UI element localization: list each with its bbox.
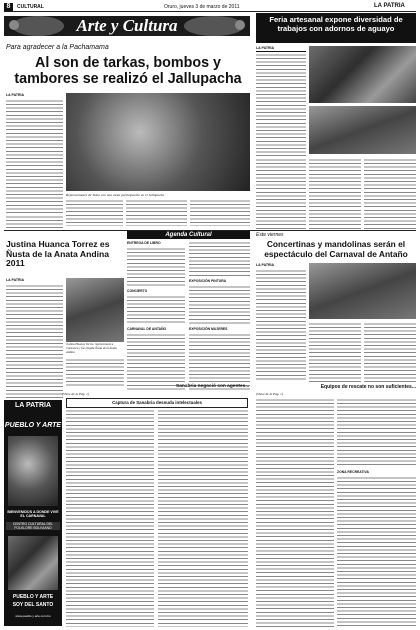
sanabria-caption: Captura de Sanabria desnuda intelectuales <box>112 400 202 405</box>
feria-body-col4 <box>364 158 416 229</box>
jallupacha-headline: Al son de tarkas, bombos y tambores se realizó el Jallupacha <box>14 55 242 87</box>
huanca-body-col1 <box>6 284 63 398</box>
ad-photo <box>8 436 58 506</box>
huanca-photo-caption: Justina Huanca Torrez, representante a Curawara y fue elegida Ñusta de la Anata Andina <box>66 342 117 354</box>
section-banner <box>4 13 250 39</box>
ad-footer-right: SOY DEL SANTO <box>12 602 54 608</box>
agenda-item-heading: CONCIERTO <box>127 289 148 293</box>
equipos-body-col1 <box>256 398 334 627</box>
agenda-item-heading: EXPOSICIÓN MUJERES <box>189 327 228 331</box>
agenda-item-heading: ENTREGA DE LIBRO <box>127 241 161 245</box>
huanca-photo <box>66 278 124 342</box>
feria-source: LA PATRIA <box>256 46 275 50</box>
feria-photo-2 <box>309 106 416 154</box>
ad-logo: PUEBLO Y ARTE <box>4 422 62 429</box>
agenda-col2-body-b <box>189 285 250 325</box>
issue-date: Oruro, jueves 3 de marzo de 2011 <box>164 4 240 10</box>
huanca-body-col2 <box>66 358 124 388</box>
jallupacha-photo-caption: Representantes de Toleo con una vasta participación en el Jallupacha <box>66 193 165 197</box>
huanca-source: LA PATRIA <box>6 278 25 282</box>
newspaper-brand: LA PATRIA <box>374 3 405 9</box>
feria-photo-1 <box>309 46 416 103</box>
agenda-item-heading: EXPOSICIÓN PINTURA <box>189 279 227 283</box>
agenda-list <box>127 241 250 391</box>
concertinas-photo <box>309 263 416 319</box>
concertinas-body-col3 <box>364 322 416 382</box>
ad-welcome: BIENVENIDOS A DONDE VIVE EL CARNAVAL <box>7 510 59 519</box>
ad-website[interactable]: www.pueblo y arte.com.bo <box>15 614 51 618</box>
jallupacha-body-col2 <box>66 199 123 226</box>
jallupacha-kicker: Para agradecer a la Pachamama <box>6 44 109 51</box>
equipos-note: (Viene de la Pág. 1) <box>256 392 283 396</box>
agenda-col2-body-c <box>189 333 250 390</box>
feria-body-col1 <box>256 53 306 156</box>
agenda-title: Agenda Cultural <box>127 231 250 239</box>
equipos-body-col2b <box>337 476 416 627</box>
jallupacha-photo <box>66 93 250 191</box>
agenda-col1-body-b <box>127 295 185 325</box>
feria-source-tag <box>256 46 306 52</box>
agenda-item-heading: CARNAVAL DE ANTAÑO <box>127 327 167 331</box>
jallupacha-body-col1 <box>6 99 63 213</box>
ad-footer-left: PUEBLO Y ARTE <box>12 594 54 600</box>
jallupacha-source: LA PATRIA <box>6 93 25 97</box>
section-name: CULTURAL <box>17 4 44 10</box>
ad-brand: LA PATRIA <box>14 402 52 409</box>
jallupacha-body-col4 <box>190 199 250 226</box>
feria-headline-box <box>256 13 416 43</box>
equipos-headline: Equipos de rescate no son suficientes... <box>320 384 416 390</box>
concertinas-headline: Concertinas y mandolinas serán el espectáculo del Carnaval de Antaño <box>264 239 408 259</box>
sanabria-body-col1 <box>66 409 154 627</box>
agenda-col2-body-a <box>189 241 250 277</box>
equipos-body-col2a <box>337 398 416 468</box>
sanabria-caption-box <box>66 398 248 408</box>
banner-title: Arte y Cultura <box>76 16 178 35</box>
sanabria-body-col2 <box>158 409 248 627</box>
concertinas-source: LA PATRIA <box>256 263 275 267</box>
ad-block <box>4 400 62 626</box>
page-number: 8 <box>4 3 13 11</box>
concertinas-body-col1 <box>256 269 306 381</box>
agenda-col1-body-a <box>127 247 185 287</box>
feria-body-col2 <box>256 158 306 229</box>
zona-recreativa-heading: ZONA RECREATIVA <box>337 470 369 474</box>
page-header <box>4 3 416 12</box>
feria-headline: Feria artesanal expone diversidad de trabajos con adornos de aguayo <box>269 15 403 34</box>
concertinas-body-col2 <box>309 322 361 382</box>
feria-body-col3 <box>309 158 361 229</box>
huanca-headline: Justina Huanca Torrez es Ñusta de la Anata Andina 2011 <box>6 239 110 269</box>
jallupacha-body-col3 <box>126 199 187 226</box>
jallupacha-body-col1b <box>6 215 63 228</box>
sanabria-note: (Viene de la Pág. 1) <box>62 392 89 396</box>
ad-center: CENTRO CULTURAL DEL FOLKLORE BOLIVIANO <box>6 522 60 530</box>
agenda-col1-body-c <box>127 333 185 390</box>
concertinas-subhead: Sanabria negoció con agentes... <box>176 384 250 389</box>
concertinas-kicker: Este viernes <box>256 232 284 238</box>
ad-photo-2 <box>8 536 58 590</box>
